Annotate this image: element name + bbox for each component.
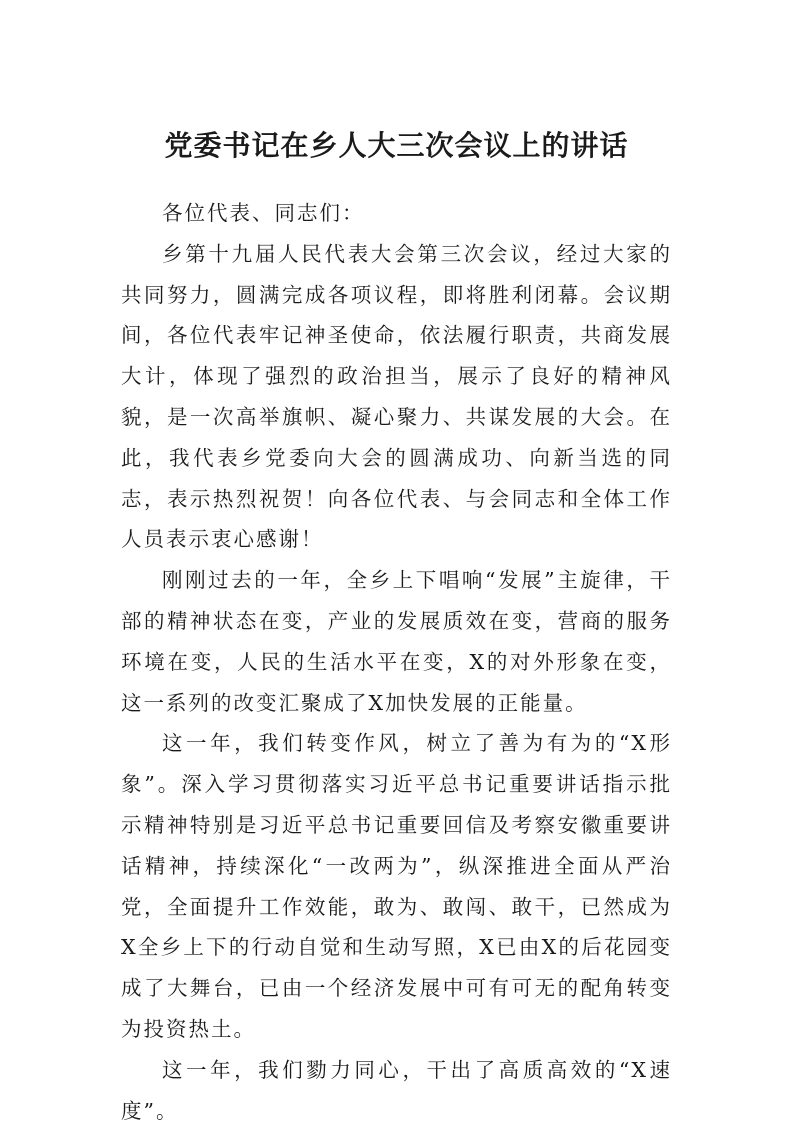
document-title: 党委书记在乡人大三次会议上的讲话 (164, 129, 629, 162)
body-paragraph: 刚刚过去的一年，全乡上下唱响“发展”主旋律，干部的精神状态在变，产业的发展质效在变，营商的服务环境在变，人民的生活水平在变，X的对外形象在变，这一系列的改变汇聚成了X加快发展的正能量。 (121, 568, 672, 715)
body-paragraph: 乡第十九届人民代表大会第三次会议，经过大家的共同努力，圆满完成各项议程，即将胜利闭幕。会议期间，各位代表牢记神圣使命，依法履行职责，共商发展大计，体现了强烈的政治担当，展示了良好的精神风貌，是一次高举旗帜、凝心聚力、共谋发展的大会。在此，我代表乡党委向大会的圆满成功、向新当选的同志，表示热烈祝贺！向各位代表、与会同志和全体工作人员表示衷心感谢！ (121, 241, 672, 552)
body-paragraph: 这一年，我们转变作风，树立了善为有为的“X形象”。深入学习贯彻落实习近平总书记重要讲话指示批示精神特别是习近平总书记重要回信及考察安徽重要讲话精神，持续深化“一改两为”，纵深推进全面从严治党，全面提升工作效能，敢为、敢闯、敢干，已然成为X全乡上下的行动自觉和生动写照，X已由X的后花园变成了大舞台，已由一个经济发展中可有可无的配角转变为投资热土。 (121, 731, 672, 1041)
greeting-paragraph: 各位代表、同志们： (162, 201, 365, 225)
document-body (121, 193, 672, 1131)
body-paragraph: 这一年，我们勠力同心，干出了高质高效的“X速度”。 (121, 1057, 672, 1123)
